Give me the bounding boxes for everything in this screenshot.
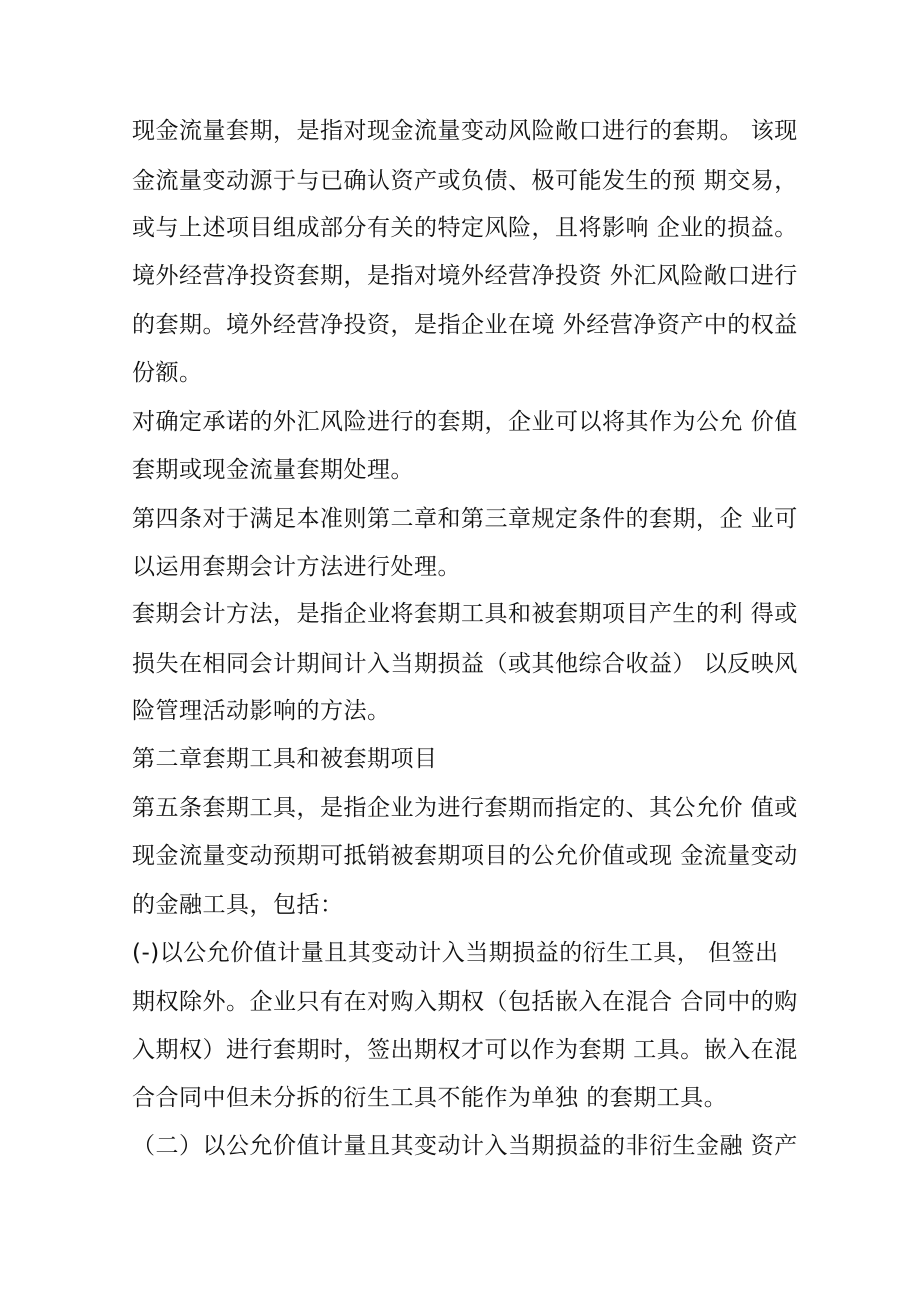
text-line: 险管理活动影响的方法。	[132, 698, 391, 724]
text-line: 第五条套期工具，是指企业为进行套期而指定的、其公允价 值或	[132, 795, 798, 821]
text-line: 合合同中但未分拆的衍生工具不能作为单独 的套期工具。	[132, 1085, 728, 1111]
text-line: 现金流量套期，是指对现金流量变动风险敞口进行的套期。 该现	[132, 118, 798, 144]
text-line: 入期权）进行套期时，签出期权才可以作为套期 工具。嵌入在混	[132, 1037, 798, 1063]
text-line: 境外经营净投资套期，是指对境外经营净投资 外汇风险敞口进行	[132, 263, 798, 289]
section-heading: 第二章套期工具和被套期项目	[132, 746, 438, 772]
text-line: 的金融工具，包括：	[132, 892, 344, 918]
text-line: 损失在相同会计期间计入当期损益（或其他综合收益） 以反映风	[132, 651, 798, 677]
text-line: 期权除外。企业只有在对购入期权（包括嵌入在混合 合同中的购	[132, 989, 798, 1015]
text-line: 第四条对于满足本准则第二章和第三章规定条件的套期，企 业可	[132, 506, 798, 532]
text-line: 对确定承诺的外汇风险进行的套期，企业可以将其作为公允 价值	[132, 409, 798, 435]
text-line: 套期会计方法，是指企业将套期工具和被套期项目产生的利 得或	[132, 601, 798, 627]
text-line: 金流量变动源于与已确认资产或负债、极可能发生的预 期交易，	[132, 168, 798, 194]
text-line: 的套期。境外经营净投资，是指企业在境 外经营净资产中的权益	[132, 312, 798, 338]
text-line: 以运用套期会计方法进行处理。	[132, 554, 461, 580]
text-line: 份额。	[132, 360, 203, 386]
text-line: 现金流量变动预期可抵销被套期项目的公允价值或现 金流量变动	[132, 843, 798, 869]
text-line: 套期或现金流量套期处理。	[132, 457, 414, 483]
text-line: 或与上述项目组成部分有关的特定风险，且将影响 企业的损益。	[132, 215, 798, 241]
text-line: (-)以公允价值计量且其变动计入当期损益的衍生工具， 但签出	[132, 940, 779, 966]
text-line: （二）以公允价值计量且其变动计入当期损益的非衍生金融 资产	[132, 1133, 798, 1159]
